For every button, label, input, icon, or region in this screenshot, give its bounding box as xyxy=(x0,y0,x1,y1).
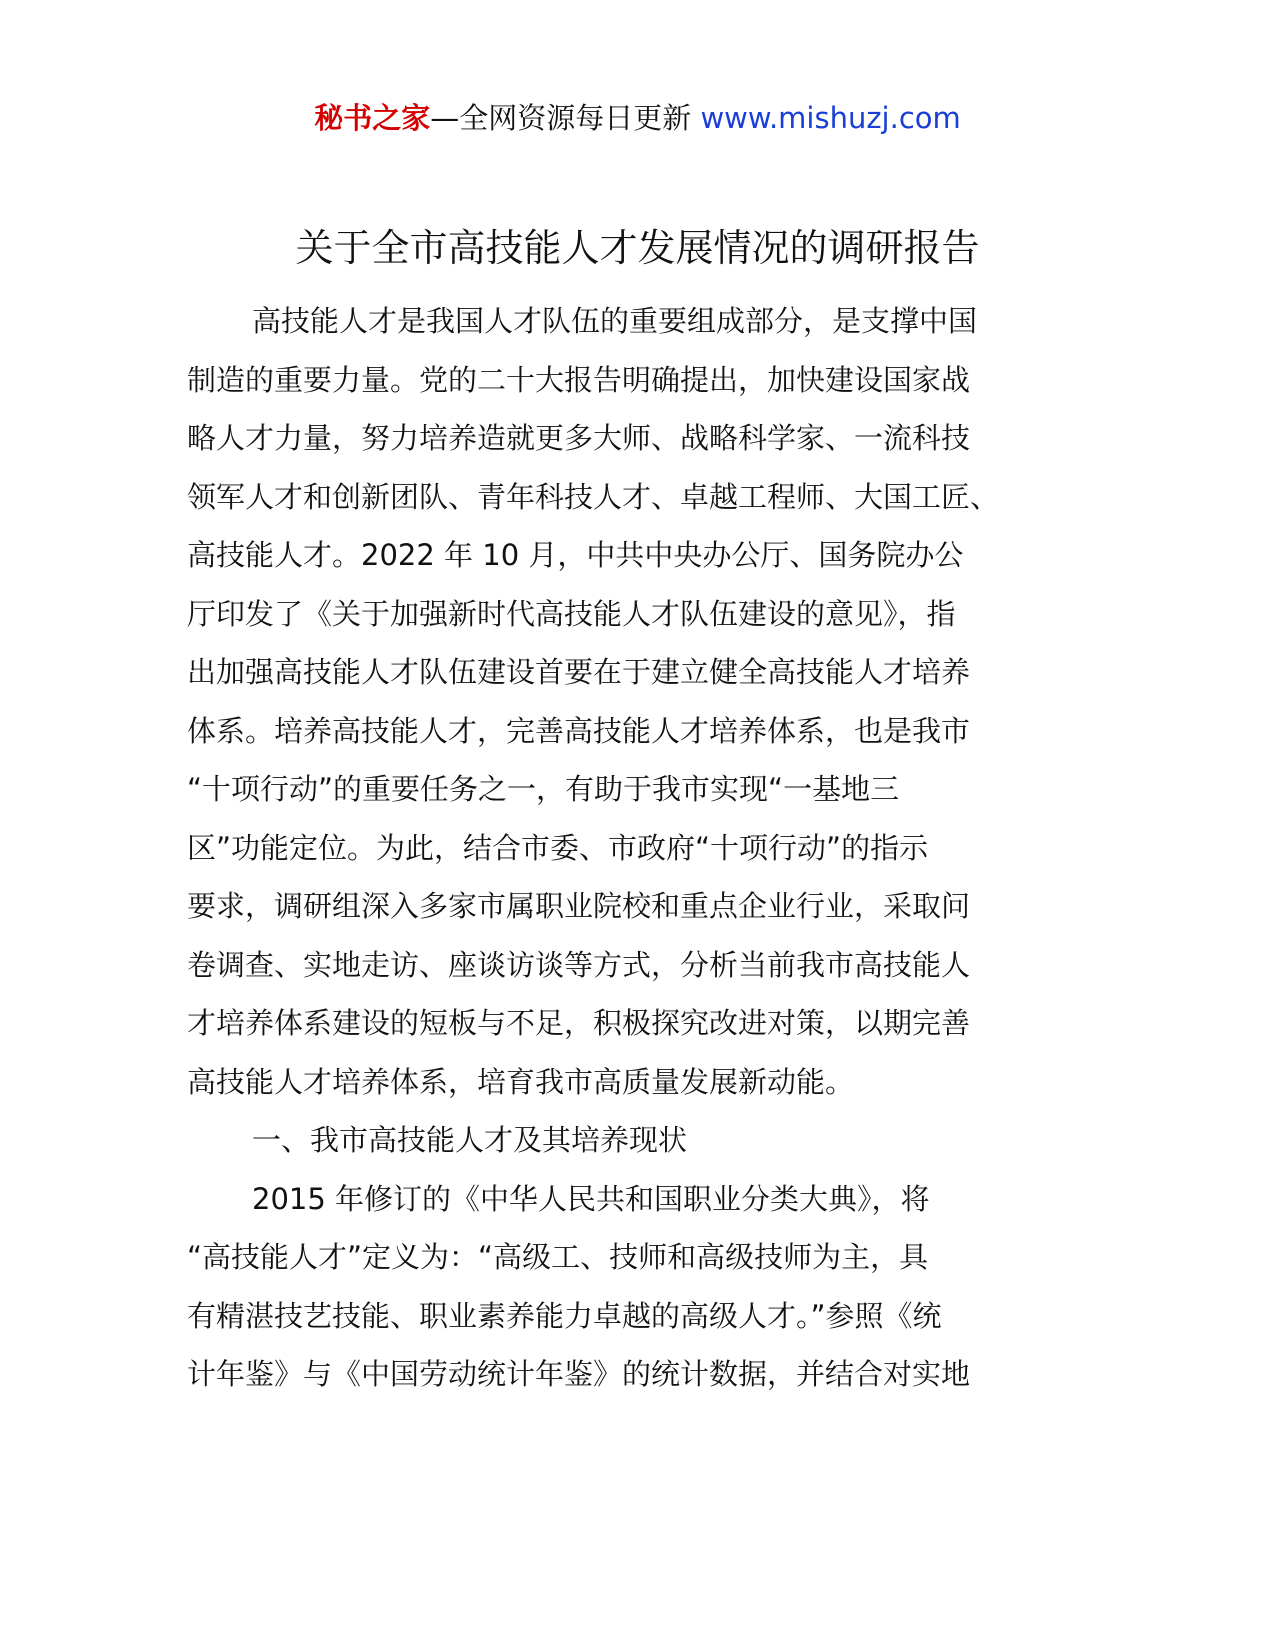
paragraph-line: 高技能人才。2022 年 10 月，中共中央办公厅、国务院办公 xyxy=(187,538,964,572)
paragraph-line: 制造的重要力量。党的二十大报告明确提出，加快建设国家战 xyxy=(187,362,971,397)
paragraph-line: 厅印发了《关于加强新时代高技能人才队伍建设的意见》，指 xyxy=(187,596,956,631)
site-url-link[interactable]: www.mishuzj.com xyxy=(700,101,961,135)
paragraph-line: 2015 年修订的《中华人民共和国职业分类大典》，将 xyxy=(252,1181,930,1216)
paragraph-line: 要求，调研组深入多家市属职业院校和重点企业行业，采取问 xyxy=(187,889,971,923)
paragraph-line: 高技能人才培养体系，培育我市高质量发展新动能。 xyxy=(187,1064,855,1099)
document-title: 关于全市高技能人才发展情况的调研报告 xyxy=(295,226,980,270)
paragraph-line: 卷调查、实地走访、座谈访谈等方式，分析当前我市高技能人 xyxy=(187,947,971,982)
paragraph-line: 有精湛技艺技能、职业素养能力卓越的高级人才。”参照《统 xyxy=(187,1298,942,1333)
paragraph-line: 才培养体系建设的短板与不足，积极探究改进对策，以期完善 xyxy=(187,1006,971,1040)
section-heading: 一、我市高技能人才及其培养现状 xyxy=(252,1123,688,1157)
brand-name: 秘书之家 xyxy=(314,101,431,135)
paragraph-line: 高技能人才是我国人才队伍的重要组成部分，是支撑中国 xyxy=(252,304,978,338)
document-body xyxy=(187,292,1087,1404)
paragraph-line: 区”功能定位。为此，结合市委、市政府“十项行动”的指示 xyxy=(187,830,929,865)
paragraph-line: 略人才力量，努力培养造就更多大师、战略科学家、一流科技 xyxy=(187,421,971,455)
paragraph-line: 计年鉴》与《中国劳动统计年鉴》的统计数据，并结合对实地 xyxy=(187,1357,971,1391)
site-header xyxy=(0,98,1275,138)
paragraph-line: “十项行动”的重要任务之一，有助于我市实现“一基地三 xyxy=(187,772,900,806)
header-tagline: —全网资源每日更新 xyxy=(430,101,692,135)
paragraph-line: “高技能人才”定义为：“高级工、技师和高级技师为主，具 xyxy=(187,1240,929,1274)
paragraph-line: 体系。培养高技能人才，完善高技能人才培养体系，也是我市 xyxy=(187,713,971,748)
paragraph-line: 领军人才和创新团队、青年科技人才、卓越工程师、大国工匠、 xyxy=(187,479,1000,514)
paragraph-line: 出加强高技能人才队伍建设首要在于建立健全高技能人才培养 xyxy=(187,655,971,689)
